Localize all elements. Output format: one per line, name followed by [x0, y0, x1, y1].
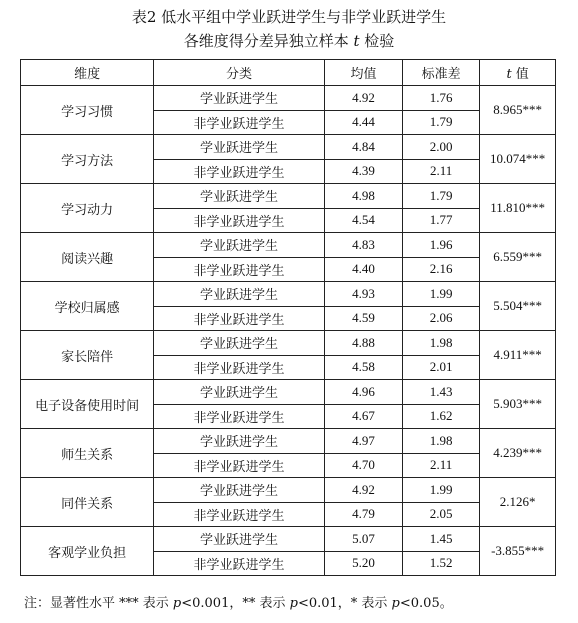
category-cell: 非学业跃进学生 [154, 257, 325, 282]
table-row [21, 86, 556, 111]
sd-cell: 1.96 [403, 233, 480, 258]
category-cell: 非学业跃进学生 [154, 208, 325, 233]
sd-cell: 1.62 [403, 404, 480, 429]
sd-cell: 2.11 [403, 159, 480, 184]
dimension-cell: 电子设备使用时间 [21, 380, 154, 429]
sd-cell: 2.01 [403, 355, 480, 380]
category-cell: 学业跃进学生 [154, 429, 325, 454]
t-value-cell: 8.965*** [480, 86, 556, 135]
category-cell: 非学业跃进学生 [154, 306, 325, 331]
table-row [21, 527, 556, 552]
mean-cell: 4.70 [324, 453, 402, 478]
mean-cell: 4.79 [324, 502, 402, 527]
mean-cell: 4.93 [324, 282, 402, 307]
table-row [21, 429, 556, 454]
table-note: 注：显著性水平 *** 表示 p<0.001，** 表示 p<0.01，* 表示 p<0.05。 [24, 596, 453, 611]
category-cell: 非学业跃进学生 [154, 453, 325, 478]
mean-cell: 4.96 [324, 380, 402, 405]
dimension-cell: 学习动力 [21, 184, 154, 233]
mean-cell: 5.20 [324, 551, 402, 576]
t-value-cell: 11.810*** [480, 184, 556, 233]
category-cell: 非学业跃进学生 [154, 551, 325, 576]
sd-cell: 1.76 [403, 86, 480, 111]
mean-cell: 4.88 [324, 331, 402, 356]
mean-cell: 4.67 [324, 404, 402, 429]
header-row [21, 60, 556, 86]
dimension-cell: 师生关系 [21, 429, 154, 478]
header-t: t 值 [480, 60, 556, 86]
dimension-cell: 学习习惯 [21, 86, 154, 135]
mean-cell: 4.54 [324, 208, 402, 233]
sd-cell: 1.43 [403, 380, 480, 405]
mean-cell: 4.84 [324, 135, 402, 160]
sd-cell: 1.77 [403, 208, 480, 233]
table-title-line2: 各维度得分差异独立样本 t 检验 [183, 32, 395, 50]
sd-cell: 2.11 [403, 453, 480, 478]
mean-cell: 4.92 [324, 86, 402, 111]
category-cell: 学业跃进学生 [154, 331, 325, 356]
sd-cell: 1.98 [403, 429, 480, 454]
table-row [21, 135, 556, 160]
sd-cell: 1.99 [403, 478, 480, 503]
category-cell: 学业跃进学生 [154, 184, 325, 209]
header-mean: 均值 [324, 60, 402, 86]
dimension-cell: 家长陪伴 [21, 331, 154, 380]
sd-cell: 1.79 [403, 110, 480, 135]
sd-cell: 1.79 [403, 184, 480, 209]
category-cell: 非学业跃进学生 [154, 502, 325, 527]
category-cell: 学业跃进学生 [154, 380, 325, 405]
dimension-cell: 学习方法 [21, 135, 154, 184]
sd-cell: 2.00 [403, 135, 480, 160]
mean-cell: 4.92 [324, 478, 402, 503]
mean-cell: 4.59 [324, 306, 402, 331]
table-row [21, 233, 556, 258]
t-value-cell: 5.504*** [480, 282, 556, 331]
mean-cell: 4.39 [324, 159, 402, 184]
t-value-cell: 2.126* [480, 478, 556, 527]
results-table [20, 59, 556, 576]
sd-cell: 1.45 [403, 527, 480, 552]
t-value-cell: 6.559*** [480, 233, 556, 282]
dimension-cell: 阅读兴趣 [21, 233, 154, 282]
category-cell: 学业跃进学生 [154, 478, 325, 503]
mean-cell: 4.97 [324, 429, 402, 454]
t-value-cell: 4.911*** [480, 331, 556, 380]
category-cell: 学业跃进学生 [154, 527, 325, 552]
t-value-cell: 5.903*** [480, 380, 556, 429]
mean-cell: 4.40 [324, 257, 402, 282]
table-row [21, 184, 556, 209]
category-cell: 非学业跃进学生 [154, 404, 325, 429]
category-cell: 非学业跃进学生 [154, 110, 325, 135]
sd-cell: 2.05 [403, 502, 480, 527]
t-value-cell: 4.239*** [480, 429, 556, 478]
table-row [21, 478, 556, 503]
sd-cell: 2.06 [403, 306, 480, 331]
sd-cell: 1.99 [403, 282, 480, 307]
dimension-cell: 学校归属感 [21, 282, 154, 331]
table-row [21, 331, 556, 356]
header-category: 分类 [154, 60, 325, 86]
category-cell: 学业跃进学生 [154, 86, 325, 111]
sd-cell: 1.98 [403, 331, 480, 356]
table-row [21, 380, 556, 405]
header-dimension: 维度 [21, 60, 154, 86]
table-row [21, 282, 556, 307]
t-value-cell: 10.074*** [480, 135, 556, 184]
mean-cell: 4.44 [324, 110, 402, 135]
category-cell: 学业跃进学生 [154, 135, 325, 160]
mean-cell: 5.07 [324, 527, 402, 552]
table-title-line1: 表2 低水平组中学业跃进学生与非学业跃进学生 [131, 8, 447, 26]
dimension-cell: 同伴关系 [21, 478, 154, 527]
dimension-cell: 客观学业负担 [21, 527, 154, 576]
t-value-cell: -3.855*** [480, 527, 556, 576]
category-cell: 非学业跃进学生 [154, 355, 325, 380]
mean-cell: 4.83 [324, 233, 402, 258]
category-cell: 学业跃进学生 [154, 282, 325, 307]
sd-cell: 2.16 [403, 257, 480, 282]
mean-cell: 4.58 [324, 355, 402, 380]
sd-cell: 1.52 [403, 551, 480, 576]
mean-cell: 4.98 [324, 184, 402, 209]
header-sd: 标准差 [403, 60, 480, 86]
category-cell: 学业跃进学生 [154, 233, 325, 258]
category-cell: 非学业跃进学生 [154, 159, 325, 184]
